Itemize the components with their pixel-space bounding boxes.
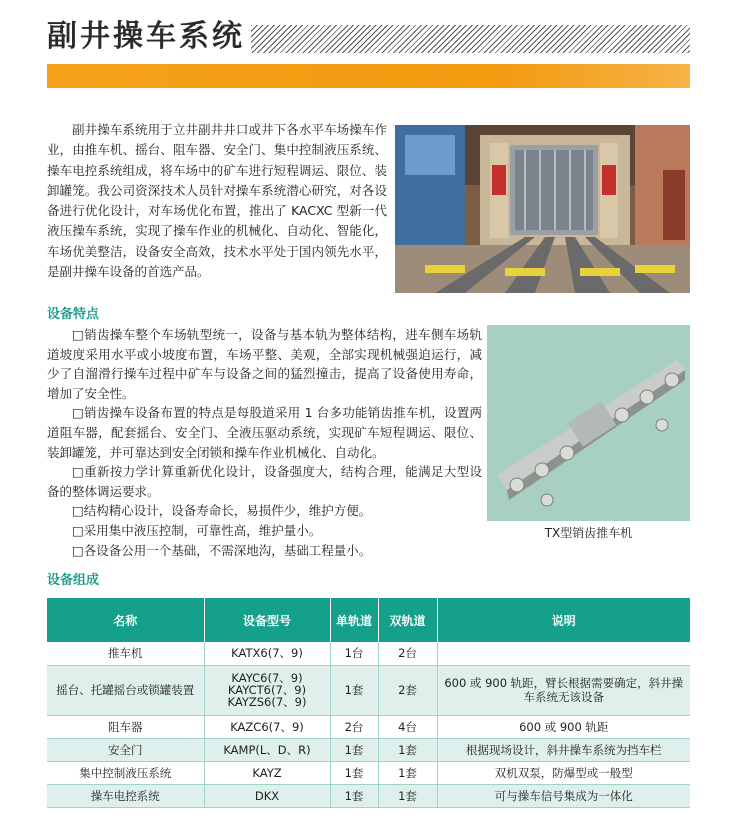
- features-list: [47, 325, 482, 560]
- cell-single: 1台: [330, 642, 378, 665]
- feature-item: □销齿操车设备布置的特点是每股道采用 1 台多功能销齿推车机，设置两道阻车器，配套摇台、安全门、全液压驱动系统，实现矿车短程调运、限位、装卸罐笼，并可靠达到安全闭锁和操车作业机械化、自动化。: [47, 405, 482, 460]
- cell-single: 1套: [330, 761, 378, 784]
- feature-item: □重新按力学计算重新优化设计，设备强度大，结构合理，能满足大型设备的整体调运要求。: [47, 464, 482, 499]
- features-heading: 设备特点: [47, 307, 100, 322]
- column-header: 双轨道: [378, 598, 437, 642]
- feature-item: □结构精心设计，设备寿命长，易损件少，维护方便。: [72, 503, 372, 519]
- composition-heading: 设备组成: [47, 573, 100, 588]
- cell-single: 1套: [330, 784, 378, 807]
- cell-note: 可与操车信号集成为一体化: [437, 784, 690, 807]
- cell-note: 双机双泵，防爆型或一般型: [437, 761, 690, 784]
- table-row: [47, 738, 690, 761]
- column-header: 设备型号: [204, 598, 330, 642]
- cell-model: KATX6(7、9): [204, 642, 330, 665]
- cell-single: 1套: [330, 738, 378, 761]
- title-hatch-decoration: [251, 25, 690, 53]
- cell-model: DKX: [204, 784, 330, 807]
- cell-single: 1套: [330, 665, 378, 715]
- cell-double: 2套: [378, 665, 437, 715]
- feature-item: □各设备公用一个基础，不需深地沟，基础工程量小。: [72, 542, 372, 558]
- cell-note: [437, 642, 690, 665]
- table-row: [47, 665, 690, 715]
- table-row: [47, 761, 690, 784]
- feature-item: □销齿操车整个车场轨型统一，设备与基本轨为整体结构，进车侧车场轨道坡度采用水平或小坡度布置，车场平整、美观，全部实现机械强迫运行，减少了自溜滑行操车过程中矿车与设备之间的猛烈撞击，提高了设备使用寿命，增加了安全性。: [47, 327, 482, 401]
- equipment-table: [47, 598, 690, 808]
- table-header-row: [47, 598, 690, 642]
- table-row: [47, 715, 690, 738]
- cell-name: 操车电控系统: [47, 784, 204, 807]
- shaft-station-photo: [395, 125, 690, 293]
- cell-double: 2台: [378, 642, 437, 665]
- cell-model: KAYC6(7、9) KAYCT6(7、9) KAYZS6(7、9): [204, 665, 330, 715]
- title-row: [47, 18, 690, 56]
- cell-model: KAMP(L、D、R): [204, 738, 330, 761]
- pusher-image-caption: TX型销齿推车机: [544, 526, 633, 540]
- column-header: 说明: [437, 598, 690, 642]
- cell-note: 600 或 900 轨距: [437, 715, 690, 738]
- cell-note: 600 或 900 轨距，臂长根据需要确定，斜井操车系统无该设备: [437, 665, 690, 715]
- cell-note: 根据现场设计，斜井操车系统为挡车栏: [437, 738, 690, 761]
- cell-name: 集中控制液压系统: [47, 761, 204, 784]
- table-row: [47, 784, 690, 807]
- cell-single: 2台: [330, 715, 378, 738]
- column-header: 名称: [47, 598, 204, 642]
- cell-double: 4台: [378, 715, 437, 738]
- cell-double: 1套: [378, 738, 437, 761]
- cell-name: 阻车器: [47, 715, 204, 738]
- cell-name: 安全门: [47, 738, 204, 761]
- feature-item: □采用集中液压控制，可靠性高，维护量小。: [72, 522, 322, 538]
- column-header: 单轨道: [330, 598, 378, 642]
- shaft-station-illustration: [395, 125, 690, 293]
- cell-model: KAZC6(7、9): [204, 715, 330, 738]
- cell-name: 摇台、托罐摇台或锁罐装置: [47, 665, 204, 715]
- cell-name: 推车机: [47, 642, 204, 665]
- orange-banner: [47, 64, 690, 88]
- pusher-machine-photo: [487, 325, 690, 521]
- intro-paragraph: 副井操车系统用于立井副井井口或井下各水平车场操车作业，由推车机、摇台、阻车器、安全门、集中控制液压系统、操车电控系统组成，将车场中的矿车进行短程调运、限位、装卸罐笼。我公司资深技术人员针对操车系统潜心研究，对各设备进行优化设计，对车场优化布置，推出了 KACXC 型新一代液压操车系统，实现了操车作业的机械化、自动化、智能化，车场优美整洁，设备安全高效，技术水平处于国内领先水平，是副井操车设备的首选产品。: [47, 122, 387, 280]
- cell-double: 1套: [378, 784, 437, 807]
- pusher-machine-illustration: [487, 325, 690, 521]
- table-row: [47, 642, 690, 665]
- page-title: 副井操车系统: [47, 19, 245, 54]
- cell-double: 1套: [378, 761, 437, 784]
- cell-model: KAYZ: [204, 761, 330, 784]
